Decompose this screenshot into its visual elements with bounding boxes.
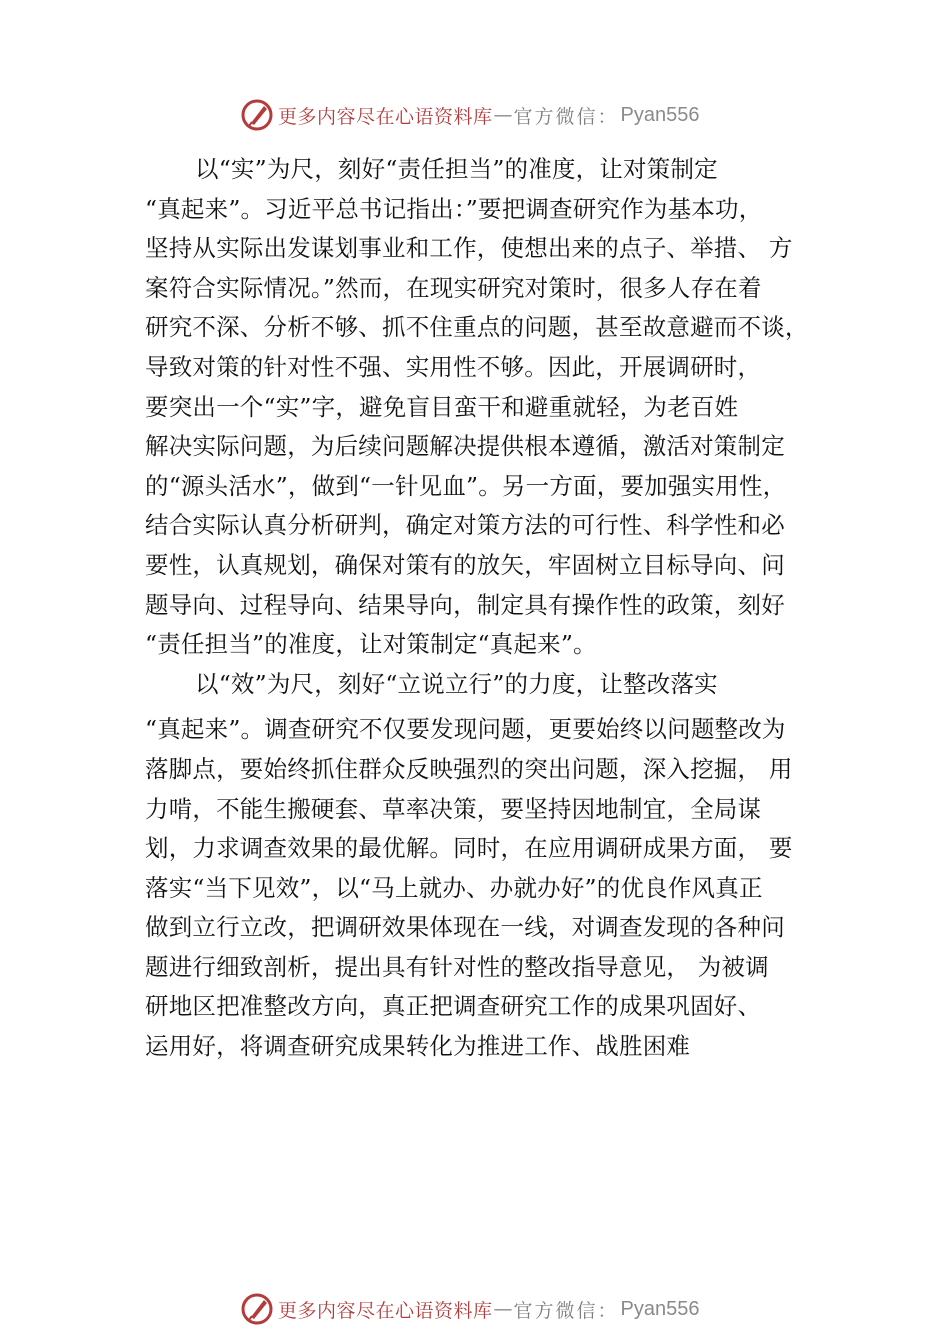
text-line: 以“实”为尺，刻好“责任担当”的准度，让对策制定: [195, 155, 718, 183]
watermark-text: 更多内容尽在心语资料库: [278, 105, 493, 128]
text-line: “责任担当”的准度，让对策制定“真起来”。: [145, 630, 597, 659]
text-line: 运用好，将调查研究成果转化为推进工作、战胜困难: [145, 1032, 691, 1061]
watermark-text: 更多内容尽在心语资料库: [278, 1299, 493, 1322]
footer-watermark: [240, 1292, 700, 1326]
text-line: 落脚点，要始终抓住群众反映强烈的突出问题，深入挖掘， 用: [145, 754, 793, 783]
watermark-label: 官方微信：: [513, 105, 619, 128]
watermark-dash: —: [493, 104, 513, 126]
text-line: 划，力求调查效果的最优解。同时，在应用调研成果方面， 要: [145, 834, 793, 863]
paragraph-2: [145, 665, 835, 1067]
text-line: 坚持从实际出发谋划事业和工作，使想出来的点子、举措、 方: [145, 234, 793, 263]
watermark-id: Pyan556: [620, 103, 700, 126]
text-line: “真起来”。习近平总书记指出：”要把调查研究作为基本功，: [145, 194, 763, 223]
text-line: 落实“当下见效”，以“马上就办、办就办好”的优良作风真正: [145, 873, 763, 902]
text-line: 要性，认真规划，确保对策有的放矢，牢固树立目标导向、问: [145, 550, 785, 579]
text-line: 的“源头活水”，做到“一针见血”。另一方面，要加强实用性，: [145, 471, 787, 500]
document-body: [145, 150, 835, 1067]
text-line: 题导向、过程导向、结果导向，制定具有操作性的政策，刻好: [145, 590, 785, 619]
paragraph-1: [145, 150, 835, 665]
text-line: 导致对策的针对性不强、实用性不够。因此，开展调研时，: [145, 352, 762, 381]
text-line: 研地区把准整改方向，真正把调查研究工作的成果巩固好、: [145, 992, 762, 1021]
watermark-dash: —: [493, 1298, 513, 1320]
quill-logo-icon: [240, 98, 274, 132]
text-line: “真起来”。调查研究不仅要发现问题，更要始终以问题整改为: [145, 715, 786, 744]
watermark-label: 官方微信：: [513, 1299, 619, 1322]
text-line: 做到立行立改，把调研效果体现在一线，对调查发现的各种问: [145, 913, 785, 942]
text-line: 案符合实际情况。”然而，在现实研究对策时，很多人存在着: [145, 273, 762, 302]
text-line: 以“效”为尺，刻好“立说立行”的力度，让整改落实: [195, 669, 718, 698]
text-line: 要突出一个“实”字，避免盲目蛮干和避重就轻，为老百姓: [145, 392, 739, 421]
text-line: 力啃，不能生搬硬套、草率决策，要坚持因地制宜，全局谋: [145, 794, 762, 823]
text-line: 解决实际问题，为后续问题解决提供根本遵循，激活对策制定: [145, 432, 785, 461]
text-line: 题进行细致剖析，提出具有针对性的整改指导意见， 为被调: [145, 952, 769, 981]
watermark-id: Pyan556: [620, 1297, 700, 1320]
quill-logo-icon: [240, 1292, 274, 1326]
header-watermark: [240, 98, 700, 132]
text-line: 研究不深、分析不够、抓不住重点的问题，甚至故意避而不谈，: [145, 313, 809, 342]
text-line: 结合实际认真分析研判，确定对策方法的可行性、科学性和必: [145, 511, 785, 540]
